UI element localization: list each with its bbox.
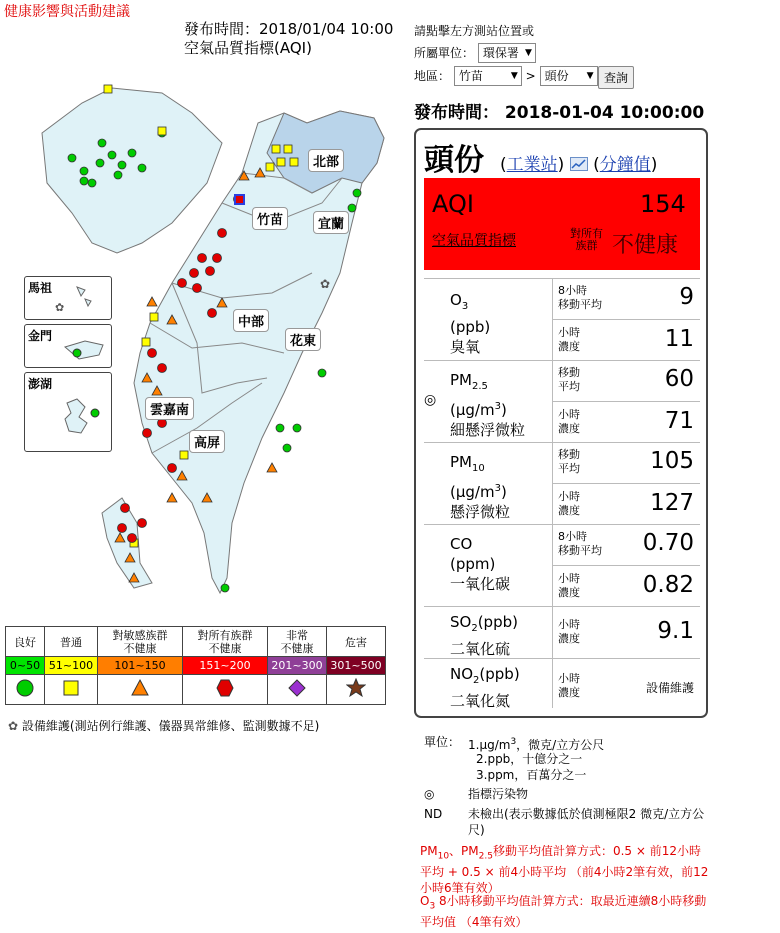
legend-good-range: 0~50 (6, 657, 45, 675)
inset-matsu[interactable] (24, 276, 112, 320)
pollutant-pm25-name: $PM_{2.5}$ $(\mu g/m^3)$ 細懸浮微粒 (450, 371, 526, 439)
pollutant-o3-label2: 小時 濃度 (558, 326, 580, 353)
northwest-outline-shape (42, 88, 222, 253)
pollutant-no2-name: $NO_2(ppb)$ 二氧化氮 (450, 665, 520, 710)
pollutant-co-name: CO (ppm) 一氧化碳 (450, 535, 511, 593)
aqi-condition-sub: 對所有 族群 (570, 227, 603, 252)
indicator-pollutant-icon: ◎ (424, 787, 435, 801)
star-icon (327, 675, 386, 705)
pollutant-so2-value1: 9.1 (657, 618, 694, 644)
inset-penghu-label: 澎湖 (28, 377, 53, 391)
pollutant-so2-label1: 小時 濃度 (558, 618, 580, 645)
selected-station-marker (235, 195, 244, 204)
region-label-huadong[interactable]: 花東 (285, 328, 321, 351)
station-name: 頭份 (424, 143, 484, 178)
area-row (414, 66, 598, 86)
chart-icon[interactable] (570, 157, 588, 171)
minute-value-link[interactable]: 分鐘值 (599, 155, 651, 175)
health-advice-link[interactable]: 健康影響與活動建議 (4, 4, 130, 20)
publish-info (184, 20, 393, 58)
pollutant-o3-value1: 9 (679, 284, 694, 310)
legend-sensitive-label: 對敏感族群 不健康 (98, 627, 183, 657)
pollutant-so2-name: $SO_2(ppb)$ 二氧化硫 (450, 613, 518, 658)
legend-very-unhealthy-range: 201~300 (268, 657, 327, 675)
aqi-label: AQI (432, 190, 474, 218)
legend-very-unhealthy-label: 非常 不健康 (268, 627, 327, 657)
publish-time-left: 發布時間：2018/01/04 10:00 (184, 20, 394, 38)
indicator-footnote: 指標污染物 (468, 787, 529, 801)
legend-moderate-label: 普通 (45, 627, 98, 657)
legend-unhealthy-range: 151~200 (183, 657, 268, 675)
triangle-icon (98, 675, 183, 705)
diamond-icon (268, 675, 327, 705)
region-label-yilan[interactable]: 宜蘭 (313, 211, 349, 234)
pollutant-co-label1: 8小時 移動平均 (558, 530, 602, 557)
pollutant-no2-value1: 設備維護 (645, 681, 694, 695)
aqi-value: 154 (640, 190, 686, 218)
chevron-down-icon: ▼ (524, 48, 532, 58)
circle-icon (6, 675, 45, 705)
maintenance-note (8, 717, 319, 734)
pollutant-pm10-label1: 移動 平均 (558, 448, 580, 475)
pollutant-co-label2: 小時 濃度 (558, 572, 580, 599)
pollutant-pm25-label1: 移動 平均 (558, 366, 580, 393)
pollutant-no2-label1: 小時 濃度 (558, 672, 580, 699)
pollutant-o3-value2: 11 (664, 326, 694, 352)
legend-sensitive-range: 101~150 (98, 657, 183, 675)
pollutant-pm10-name: $PM_{10}$ $(\mu g/m^3)$ 懸浮微粒 (450, 453, 511, 521)
inset-penghu[interactable] (24, 372, 112, 452)
station-select[interactable] (540, 66, 598, 86)
o3-formula-note: $O_3$ 8小時移動平均值計算方式：取最近連續8小時移動平均值 （4筆有效） (420, 894, 707, 930)
region-label-zhumiao[interactable]: 竹苗 (252, 207, 288, 230)
kinmen-island-shape (25, 325, 111, 367)
legend-unhealthy-label: 對所有族群 不健康 (183, 627, 268, 657)
pollutant-pm25-label2: 小時 濃度 (558, 408, 580, 435)
inset-kinmen-label: 金門 (28, 329, 53, 343)
publish-time-right: 發布時間： 2018-01-04 10:00:00 (414, 103, 705, 123)
aqi-info-link[interactable]: 空氣品質指標 (432, 233, 516, 249)
svg-text:✿: ✿ (55, 301, 65, 314)
pollutant-o3-name: $O_3$ (ppb) 臭氧 (450, 291, 491, 356)
indicator-pollutant-icon: ◎ (424, 392, 437, 408)
unit-row (414, 43, 536, 63)
query-button[interactable]: 查詢 (598, 66, 634, 89)
inset-kinmen[interactable] (24, 324, 112, 368)
pollutant-pm25-value1: 60 (664, 366, 694, 392)
station-links: (工業站) (分鐘值) (500, 155, 658, 175)
pollutant-pm10-label2: 小時 濃度 (558, 490, 580, 517)
maintenance-icon: ✿ (8, 719, 19, 733)
area-label: 地區： (414, 69, 451, 83)
county-select[interactable] (454, 66, 522, 86)
unit-footnote-1: $1.\mu g/m^3$，微克/立方公尺 (468, 737, 605, 752)
penghu-island-shape (25, 373, 111, 451)
region-label-yunjianan[interactable]: 雲嘉南 (145, 397, 194, 420)
region-label-gaoping[interactable]: 高屏 (189, 430, 225, 453)
legend-good-label: 良好 (6, 627, 45, 657)
separator: > (525, 69, 536, 83)
pm-formula-note: $PM_{10}$、$PM_{2.5}$移動平均值計算方式：0.5 × 前12小時平均 + 0.5 × 前4小時平均 （前4小時2筆有效，前12小時6筆有效） (420, 844, 709, 896)
nd-footnote-text: 未檢出(表示數據低於偵測極限2 微克/立方公尺) (468, 807, 705, 837)
nd-footnote-label: ND (424, 807, 443, 821)
legend-hazardous-label: 危害 (327, 627, 386, 657)
station-type-link[interactable]: 工業站 (506, 155, 558, 175)
hexagon-icon (183, 675, 268, 705)
unit-label: 所屬單位： (414, 46, 475, 60)
unit-footnote-3: 3.ppm，百萬分之一 (476, 768, 587, 782)
county-select-value: 竹苗 (458, 69, 483, 83)
pollutant-o3-label1: 8小時 移動平均 (558, 284, 602, 311)
region-label-central[interactable]: 中部 (233, 309, 269, 332)
region-label-north[interactable]: 北部 (308, 149, 344, 172)
legend-moderate-range: 51~100 (45, 657, 98, 675)
maintenance-note-text: 設備維護(測站例行維護、儀器異常維修、監測數據不足) (21, 719, 320, 733)
index-name: 空氣品質指標(AQI) (184, 39, 312, 57)
legend-table (5, 626, 386, 705)
station-select-value: 頭份 (544, 69, 569, 83)
aqi-condition: 不健康 (612, 233, 679, 258)
unit-select-value: 環保署 (482, 46, 519, 60)
square-icon (45, 675, 98, 705)
unit-select[interactable] (478, 43, 536, 63)
inset-matsu-label: 馬祖 (28, 281, 53, 295)
unit-footnote-2: 2.ppb，十億分之一 (476, 752, 583, 766)
chevron-down-icon: ▼ (510, 71, 518, 81)
pollutant-pm10-value1: 105 (650, 448, 694, 474)
chevron-down-icon: ▼ (586, 71, 594, 81)
pollutant-pm10-value2: 127 (650, 490, 694, 516)
matsu-island-shape (25, 277, 111, 319)
pollutant-co-value1: 0.70 (642, 530, 694, 556)
maintenance-marker: ✿ (320, 277, 331, 291)
instruction-text: 請點擊左方測站位置或 (414, 24, 535, 38)
pollutant-pm25-value2: 71 (664, 408, 694, 434)
unit-footnote-label: 單位： (424, 735, 461, 749)
pollutant-co-value2: 0.82 (642, 572, 694, 598)
legend-hazardous-range: 301~500 (327, 657, 386, 675)
